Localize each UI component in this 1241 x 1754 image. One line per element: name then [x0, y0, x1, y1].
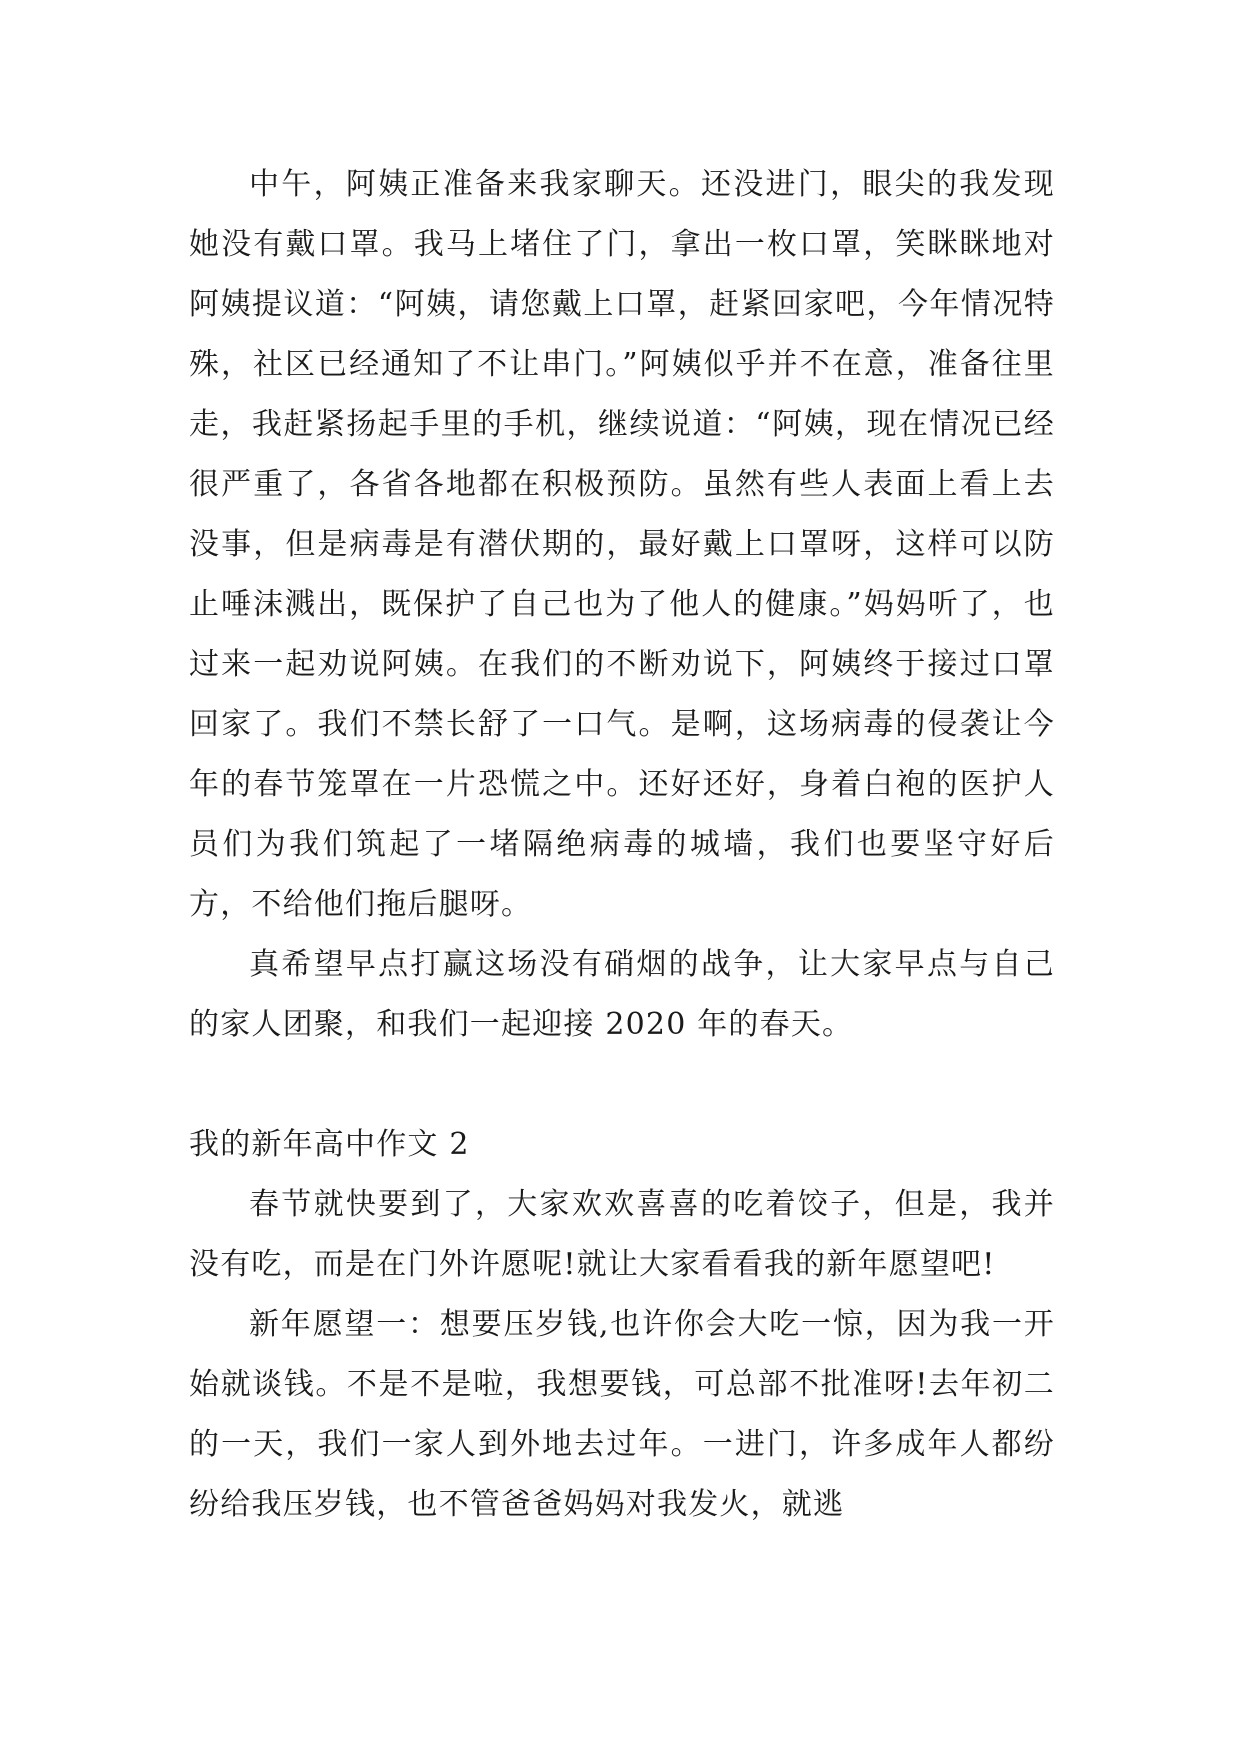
essay-heading: 我的新年高中作文 2: [189, 1127, 470, 1162]
paragraph-closing-wish: 真希望早点打赢这场没有硝烟的战争，让大家早点与自己的家人团聚，和我们一起迎接 2020 年的春天。: [189, 947, 1055, 1042]
paragraph-mask-story: 中午，阿姨正准备来我家聊天。还没进门，眼尖的我发现她没有戴口罩。我马上堵住了门，拿出一枚口罩，笑眯眯地对阿姨提议道：“阿姨，请您戴上口罩，赶紧回家吧，今年情况特殊，社区已经通知了不让串门。”阿姨似乎并不在意，准备往里走，我赶紧扬起手里的手机，继续说道：“阿姨，现在情况已经很严重了，各省各地都在积极预防。虽然有些人表面上看上去没事，但是病毒是有潜伏期的，最好戴上口罩呀，这样可以防止唾沫溅出，既保护了自己也为了他人的健康。”妈妈听了，也过来一起劝说阿姨。在我们的不断劝说下，阿姨终于接过口罩回家了。我们不禁长舒了一口气。是啊，这场病毒的侵袭让今年的春节笼罩在一片恐慌之中。还好还好，身着白袍的医护人员们为我们筑起了一堵隔绝病毒的城墙，我们也要坚守好后方，不给他们拖后腿呀。: [189, 167, 1055, 922]
paragraph-spring-festival: 春节就快要到了，大家欢欢喜喜的吃着饺子，但是，我并没有吃，而是在门外许愿呢!就让大家看看我的新年愿望吧!: [189, 1187, 1055, 1282]
paragraph-wish-one: 新年愿望一：想要压岁钱,也许你会大吃一惊，因为我一开始就谈钱。不是不是啦，我想要钱，可总部不批准呀!去年初二的一天，我们一家人到外地去过年。一进门，许多成年人都纷纷给我压岁钱，也不管爸爸妈妈对我发火，就逃: [189, 1307, 1055, 1522]
document-body: [189, 155, 1055, 1535]
